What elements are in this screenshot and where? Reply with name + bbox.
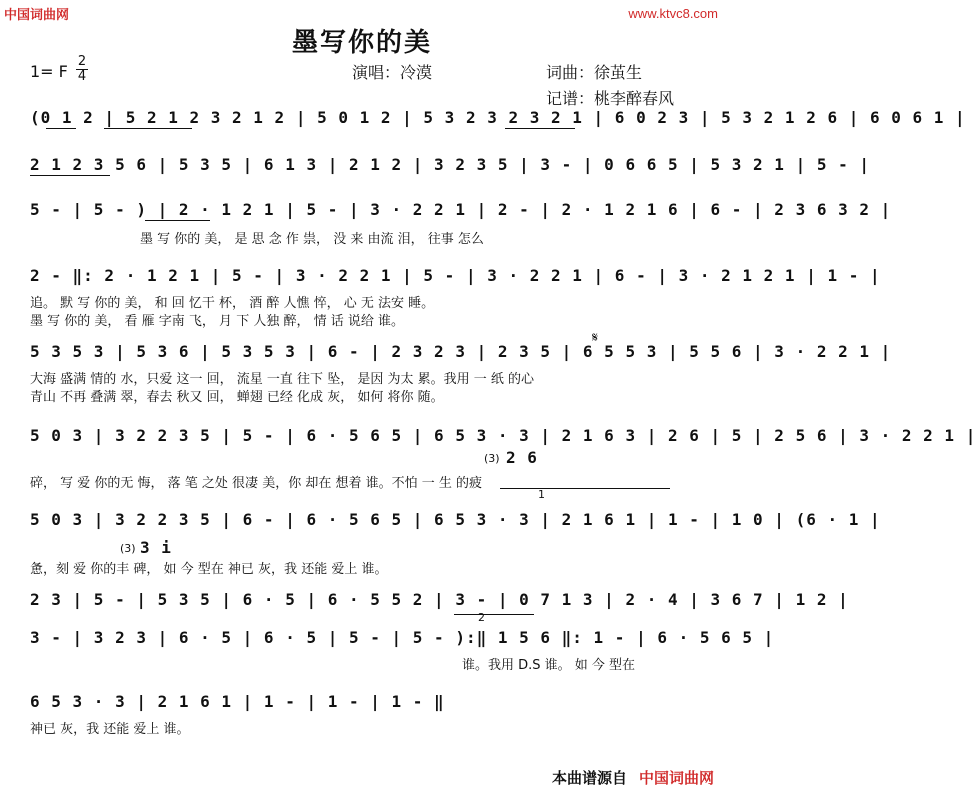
score-row-6: 5 0 3 | 3 2 2 3 5 | 5 - | 6 · 5 6 5 | 6 5 3 · 3 | 2 1 6 3 | 2 6 | 5 | 2 5 6 | 3 · 2 2 1 | [30,426,976,445]
score-row-7: 5 0 3 | 3 2 2 3 5 | 6 - | 6 · 5 6 5 | 6 5 3 · 3 | 2 1 6 1 | 1 - | 1 0 | (6 · 1 | [30,510,881,529]
segno-mark: 𝄋 [592,330,599,346]
score-row-3: 5 - | 5 - ) | 2 · 1 2 1 | 5 - | 3 · 2 2 1 | 2 - | 2 · 1 2 1 6 | 6 - | 2 3 6 3 2 | [30,200,892,219]
volta-2: 2 [478,611,485,624]
lyrics-row-4b: 墨 写 你的 美， 看 雁 字南 飞， 月 下 人独 醉， 情 话 说给 谁。 [30,314,404,329]
lyrics-row-10: 神已 灰，我 还能 爱上 谁。 [30,722,190,737]
triplet-b-notes: 3 i [140,538,172,557]
score-row-4: 2 - ‖: 2 · 1 2 1 | 5 - | 3 · 2 2 1 | 5 - | 3 · 2 2 1 | 6 - | 3 · 2 1 2 1 | 1 - | [30,266,881,285]
triplet-a-mark: (3) [484,452,500,465]
lyrics-row-3: 墨 写 你的 美， 是 思 念 作 祟， 没 来 由流 泪， 往事 怎么 [140,232,484,247]
key-signature: 1= F [30,62,68,81]
watermark-right[interactable]: www.ktvc8.com [628,6,718,21]
lyrics-row-4a: 追。 默 写 你的 美， 和 回 忆干 杯， 酒 醉 人憔 悴， 心 无 法安 睡。 [30,296,435,311]
singer: 演唱：冷漠 [352,63,433,82]
time-signature-top: 2 [77,54,87,69]
score-row-2: 2 1 2 3 5 6 | 5 3 5 | 6 1 3 | 2 1 2 | 3 2 3 5 | 3 - | 0 6 6 5 | 5 3 2 1 | 5 - | [30,155,870,174]
lyrics-row-9: 谁。我用 D.S 谁。 如 今 型在 [462,658,636,673]
lyrics-row-7: 惫，刻 爱 你的丰 碑， 如 今 型在 神已 灰，我 还能 爱上 谁。 [30,562,388,577]
score-row-9: 3 - | 3 2 3 | 6 · 5 | 6 · 5 | 5 - | 5 - ):‖ 1 5 6 ‖: 1 - | 6 · 5 6 5 | [30,628,775,647]
score-row-8: 2 3 | 5 - | 5 3 5 | 6 · 5 | 6 · 5 5 2 | 3 - | 0 7 1 3 | 2 · 4 | 3 6 7 | 1 2 | [30,590,849,609]
lyricist-composer: 词曲：徐茧生 [546,63,643,82]
time-signature-bottom: 4 [77,69,87,84]
score-row-10: 6 5 3 · 3 | 2 1 6 1 | 1 - | 1 - | 1 - ‖ [30,692,445,711]
volta-1: 1 [538,488,545,501]
song-title: 墨写你的美 [291,28,432,58]
source-credit-site[interactable]: 中国词曲网 [638,769,714,787]
watermark-left: 中国词曲网 [4,8,70,23]
score-row-5: 5 3 5 3 | 5 3 6 | 5 3 5 3 | 6 - | 2 3 2 3 | 2 3 5 | 6 5 5 3 | 5 5 6 | 3 · 2 2 1 | [30,342,892,361]
triplet-a-notes: 2 6 [506,448,538,467]
score-row-1: (0 1 2 | 5 2 1 2 3 2 1 2 | 5 0 1 2 | 5 3 2 3 2 3 2 1 | 6 0 2 3 | 5 3 2 1 2 6 | 6 0 6 1 | [30,108,966,127]
source-credit [552,767,714,788]
lyrics-row-5a: 大海 盛满 情的 水，只爱 这一 回， 流星 一直 往下 坠， 是因 为太 累。我用 一 纸 的心 [30,372,534,387]
lyrics-row-6: 碎， 写 爱 你的无 悔， 落 笔 之处 很凄 美，你 却在 想着 谁。不怕 一 生 的疲 [30,476,482,491]
lyrics-row-5b: 青山 不再 叠满 翠，春去 秋又 回， 蝉翅 已经 化成 灰， 如何 将你 随。 [30,390,444,405]
triplet-b-mark: (3) [120,542,136,555]
source-credit-text: 本曲谱源自 [551,769,627,787]
time-signature [76,56,88,83]
transcriber: 记谱：桃李醉春风 [546,89,675,108]
